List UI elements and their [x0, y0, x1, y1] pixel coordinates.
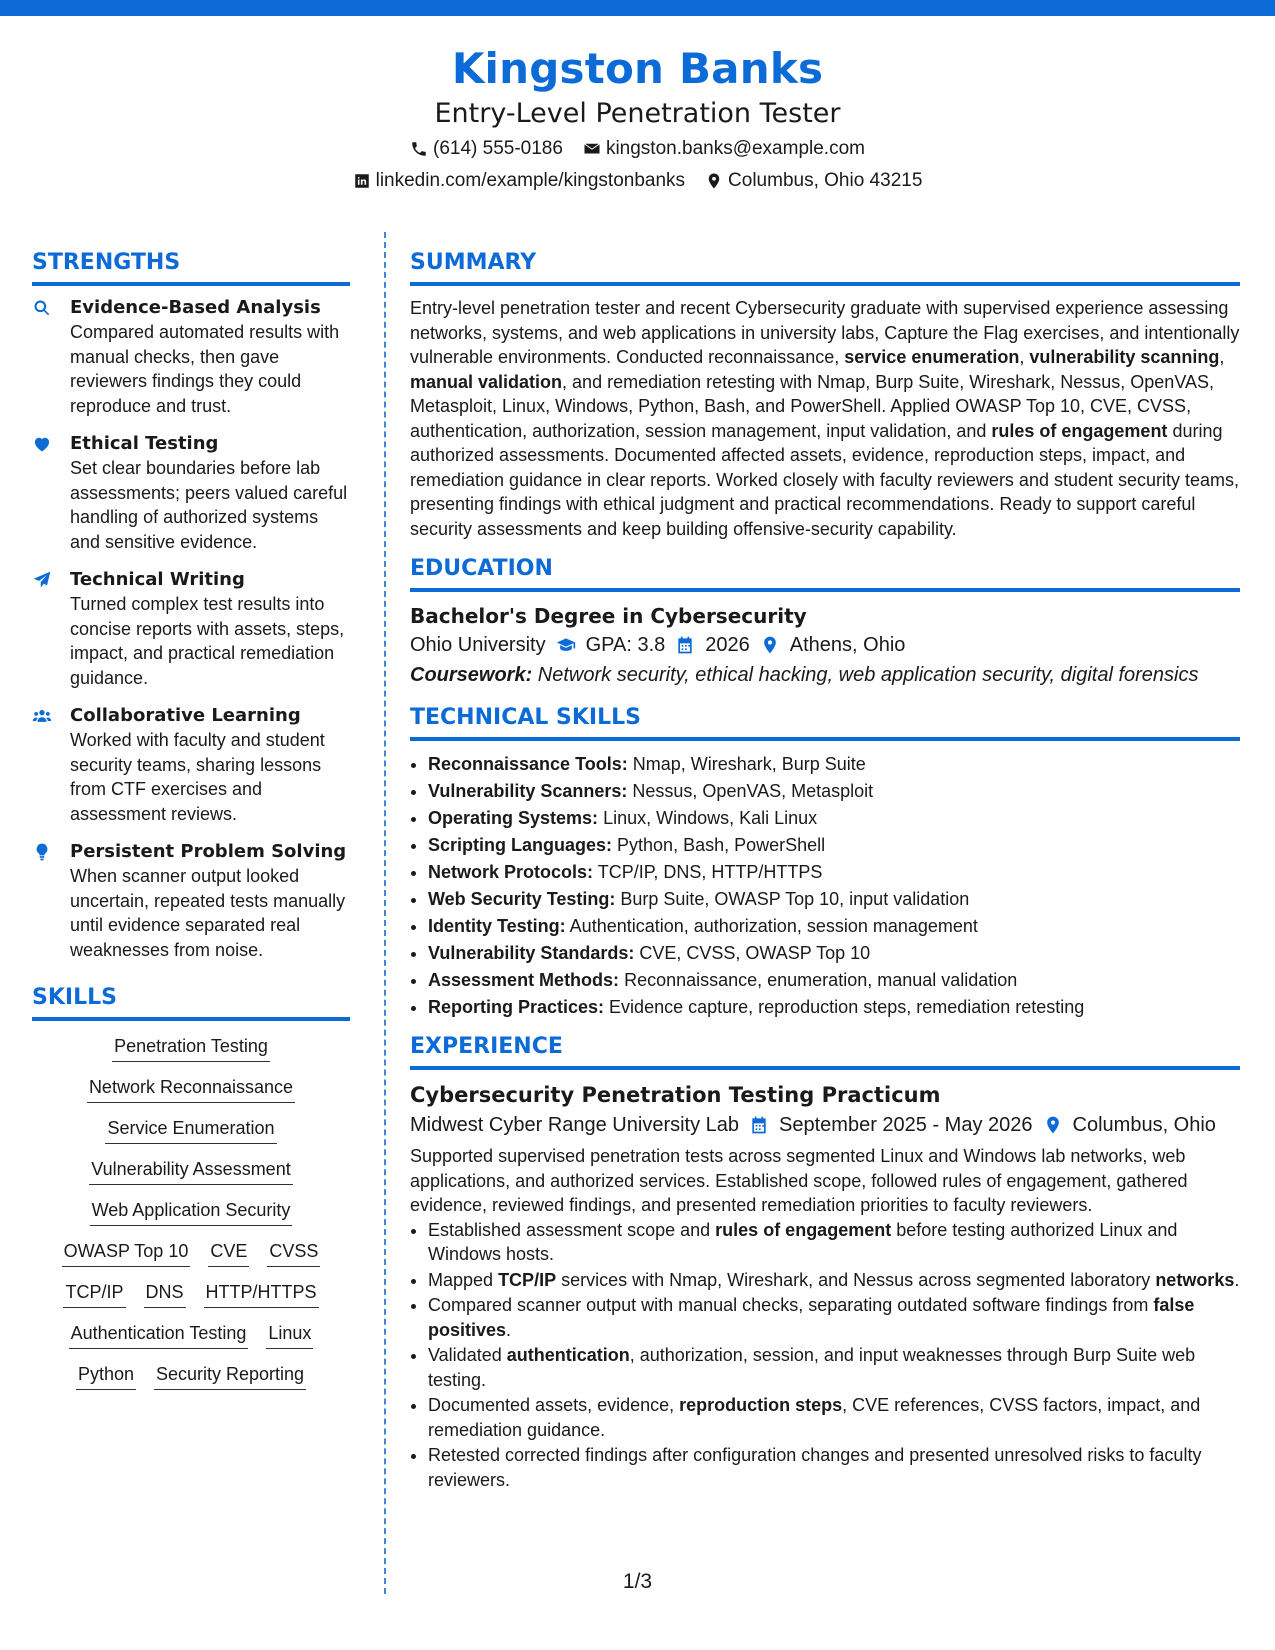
strength-item	[32, 704, 350, 826]
skill-row	[32, 1197, 350, 1226]
list-item: • Mapped TCP/IP services with Nmap, Wireshark, and Nessus across segmented laboratory networks.	[428, 1268, 1240, 1293]
summary-heading: SUMMARY	[410, 249, 1240, 286]
skill-chip: Penetration Testing	[112, 1033, 270, 1062]
skill-row	[32, 1279, 350, 1308]
list-item: • Validated authentication, authorization, session, and input weaknesses through Burp Suite web testing.	[428, 1343, 1240, 1392]
phone-contact[interactable]	[410, 134, 563, 164]
grad-year: 2026	[705, 634, 750, 656]
column-divider	[384, 232, 386, 1594]
graduation-cap-icon	[556, 635, 576, 655]
technical-skills-heading: TECHNICAL SKILLS	[410, 704, 1240, 741]
map-pin-icon	[1043, 1115, 1063, 1135]
phone-text: (614) 555-0186	[433, 138, 563, 159]
left-column	[32, 249, 350, 1390]
school-location: Athens, Ohio	[789, 634, 906, 656]
job-dates: September 2025 - May 2026	[779, 1114, 1033, 1136]
list-item: • Operating Systems: Linux, Windows, Kali Linux	[428, 805, 1240, 832]
list-item: • Compared scanner output with manual checks, separating outdated software findings from false positives.	[428, 1293, 1240, 1342]
skill-chip: HTTP/HTTPS	[204, 1279, 319, 1308]
summary-text: Entry-level penetration tester and recent Cybersecurity graduate with supervised experience assessing networks, systems, and web applications in university labs, Capture the Flag exercises, and intentionally vulnerable environments. Conducted reconnaissance, service enumeration, vulnerability scanning, manual validation, and remediation retesting with Nmap, Burp Suite, Wireshark, Nessus, OpenVAS, Metasploit, Linux, Windows, Python, Bash, and PowerShell. Applied OWASP Top 10, CVE, CVSS, authentication, authorization, session management, input validation, and rules of engagement during authorized assessments. Documented affected assets, evidence, reproduction steps, impact, and remediation guidance in clear reports. Worked closely with faculty reviewers and student security teams, presenting findings with ethical judgment and practical recommendations. Ready to support careful security assessments and keep building offensive-security capability.	[410, 298, 1240, 539]
candidate-name: Kingston Banks	[451, 44, 824, 93]
school-name: Ohio University	[410, 634, 546, 656]
list-item: • Established assessment scope and rules of engagement before testing authorized Linux and Windows hosts.	[428, 1218, 1240, 1267]
strengths-heading: STRENGTHS	[32, 249, 350, 286]
search-icon	[32, 298, 52, 318]
strength-desc: Turned complex test results into concise reports with assets, steps, impact, and practical remediation guidance.	[70, 594, 345, 688]
page-number: 1/3	[622, 1570, 653, 1593]
strength-title: Collaborative Learning	[70, 705, 301, 726]
users-icon	[32, 706, 52, 726]
strength-desc: Set clear boundaries before lab assessments; peers valued careful handling of authorized systems and sensitive evidence.	[70, 458, 348, 552]
education-meta	[410, 630, 1240, 660]
heart-icon	[32, 434, 52, 454]
map-pin-icon	[760, 635, 780, 655]
list-item: • Reconnaissance Tools: Nmap, Wireshark, Burp Suite	[428, 751, 1240, 778]
skill-chip: Linux	[266, 1320, 313, 1349]
map-pin-icon	[705, 172, 723, 190]
right-column	[410, 249, 1240, 1493]
skill-chip: CVSS	[267, 1238, 320, 1267]
skill-chip: OWASP Top 10	[62, 1238, 191, 1267]
job-title: Cybersecurity Penetration Testing Practicum	[410, 1083, 941, 1107]
job-meta	[410, 1110, 1240, 1140]
degree-title: Bachelor's Degree in Cybersecurity	[410, 604, 807, 628]
strength-item	[32, 432, 350, 554]
employer-name: Midwest Cyber Range University Lab	[410, 1114, 740, 1136]
skill-chip: Authentication Testing	[69, 1320, 249, 1349]
coursework-line: Coursework: Network security, ethical hacking, web application security, digital forensics	[410, 664, 1199, 686]
skill-row	[32, 1156, 350, 1185]
list-item: • Documented assets, evidence, reproduction steps, CVE references, CVSS factors, impact, and remediation guidance.	[428, 1393, 1240, 1442]
contact-row-2	[0, 166, 1275, 196]
location-contact	[705, 166, 922, 196]
education-heading: EDUCATION	[410, 555, 1240, 592]
calendar-icon	[675, 635, 695, 655]
list-item: • Web Security Testing: Burp Suite, OWASP Top 10, input validation	[428, 886, 1240, 913]
strength-item	[32, 568, 350, 690]
list-item: • Vulnerability Standards: CVE, CVSS, OWASP Top 10	[428, 940, 1240, 967]
list-item: • Retested corrected findings after configuration changes and presented unresolved risks to faculty reviewers.	[428, 1443, 1240, 1492]
paper-plane-icon	[32, 570, 52, 590]
strength-title: Ethical Testing	[70, 433, 219, 454]
candidate-title: Entry-Level Penetration Tester	[434, 98, 841, 129]
strength-title: Evidence-Based Analysis	[70, 297, 321, 318]
email-contact[interactable]	[583, 134, 865, 164]
contact-row-1	[0, 134, 1275, 164]
calendar-icon	[749, 1115, 769, 1135]
list-item: • Identity Testing: Authentication, authorization, session management	[428, 913, 1240, 940]
strength-title: Technical Writing	[70, 569, 245, 590]
linkedin-icon	[353, 172, 371, 190]
list-item: • Scripting Languages: Python, Bash, PowerShell	[428, 832, 1240, 859]
strength-desc: Worked with faculty and student security teams, sharing lessons from CTF exercises and assessment reviews.	[70, 730, 325, 824]
strength-item	[32, 840, 350, 962]
experience-heading: EXPERIENCE	[410, 1033, 1240, 1070]
skills-section	[32, 984, 350, 1390]
skill-row	[32, 1074, 350, 1103]
list-item: • Assessment Methods: Reconnaissance, enumeration, manual validation	[428, 967, 1240, 994]
list-item: • Reporting Practices: Evidence capture, reproduction steps, remediation retesting	[428, 994, 1240, 1021]
strength-desc: Compared automated results with manual checks, then gave reviewers findings they could reproduce and trust.	[70, 322, 340, 416]
skill-chip: DNS	[144, 1279, 186, 1308]
lightbulb-icon	[32, 842, 52, 862]
skill-chip: Vulnerability Assessment	[89, 1156, 292, 1185]
technical-skills-list	[410, 751, 1240, 1021]
skill-chip: Network Reconnaissance	[87, 1074, 295, 1103]
job-description: Supported supervised penetration tests across segmented Linux and Windows lab networks, web applications, and authorized services. Established scope, followed rules of engagement, gathered evidence, reviewed findings, and presented remediation priorities to faculty reviewers.	[410, 1146, 1188, 1215]
skill-chip: CVE	[208, 1238, 249, 1267]
strength-title: Persistent Problem Solving	[70, 841, 347, 862]
strength-item	[32, 296, 350, 418]
job-location: Columbus, Ohio	[1072, 1114, 1216, 1136]
linkedin-text: linkedin.com/example/kingstonbanks	[375, 170, 686, 191]
skills-heading: SKILLS	[32, 984, 350, 1021]
gpa-text: GPA: 3.8	[585, 634, 666, 656]
list-item: • Network Protocols: TCP/IP, DNS, HTTP/HTTPS	[428, 859, 1240, 886]
skill-chip: Web Application Security	[90, 1197, 293, 1226]
phone-icon	[410, 140, 428, 158]
location-text: Columbus, Ohio 43215	[728, 170, 923, 191]
envelope-icon	[583, 140, 601, 158]
skill-row	[32, 1033, 350, 1062]
skill-chip: TCP/IP	[63, 1279, 125, 1308]
email-text: kingston.banks@example.com	[605, 138, 865, 159]
linkedin-contact[interactable]	[353, 166, 685, 196]
strength-desc: When scanner output looked uncertain, repeated tests manually until evidence separated real weaknesses from noise.	[70, 866, 346, 960]
list-item: • Vulnerability Scanners: Nessus, OpenVAS, Metasploit	[428, 778, 1240, 805]
skill-chip: Security Reporting	[154, 1361, 306, 1390]
skill-chip: Python	[76, 1361, 136, 1390]
skill-chip: Service Enumeration	[105, 1115, 276, 1144]
resume-header	[0, 42, 1275, 196]
experience-bullets	[410, 1218, 1240, 1493]
skill-row	[32, 1320, 350, 1349]
skill-row	[32, 1361, 350, 1390]
skill-row	[32, 1115, 350, 1144]
skill-row	[32, 1238, 350, 1267]
top-accent-bar	[0, 0, 1275, 16]
